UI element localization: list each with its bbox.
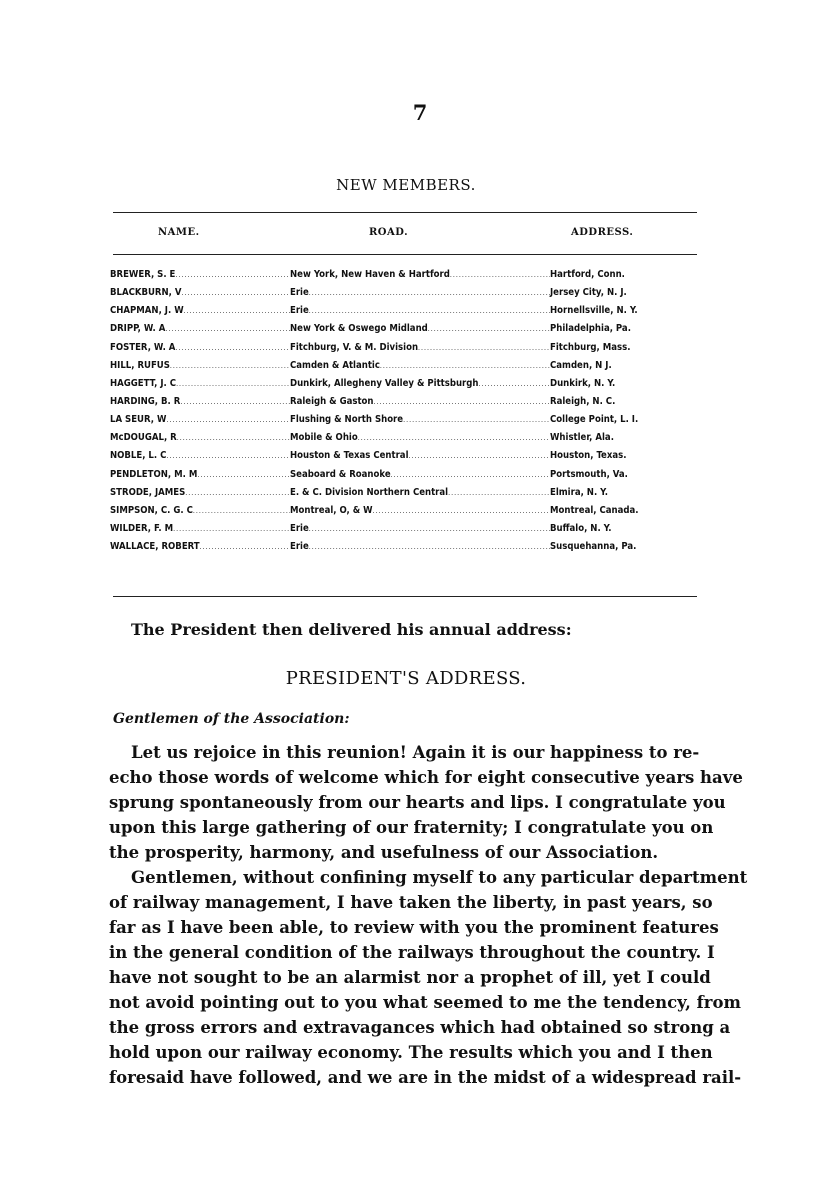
member-address: Dunkirk, N. Y. xyxy=(550,377,616,389)
member-name: WALLACE, ROBERT xyxy=(110,541,200,553)
page-number: 7 xyxy=(412,100,428,125)
member-address: Jersey City, N. J. xyxy=(550,287,627,299)
table-header-rule xyxy=(113,254,697,255)
member-address: Elmira, N. Y. xyxy=(550,486,609,498)
text-line: echo those words of welcome which for eight consecutive years have xyxy=(109,768,743,787)
member-row xyxy=(110,538,700,556)
text-line: foresaid have followed, and we are in the midst of a widespread rail- xyxy=(109,1068,742,1087)
member-address: Montreal, Canada. xyxy=(550,504,639,516)
member-row xyxy=(110,484,700,502)
member-road: Houston & Texas Central xyxy=(290,450,409,462)
member-row xyxy=(110,266,700,284)
member-address: Hornellsville, N. Y. xyxy=(550,305,638,317)
member-address: Raleigh, N. C. xyxy=(550,395,616,407)
text-line: have not sought to be an alarmist nor a prophet of ill, yet I could xyxy=(109,968,711,987)
member-address: Whistler, Ala. xyxy=(550,432,614,444)
member-name: McDOUGAL, R xyxy=(110,432,177,444)
paragraph xyxy=(109,740,743,865)
member-row xyxy=(110,339,700,357)
member-row xyxy=(110,466,700,484)
text-line: not avoid pointing out to you what seemed to me the tendency, from xyxy=(109,993,741,1012)
member-road: Erie xyxy=(290,287,309,299)
members-table xyxy=(110,266,700,556)
text-line: the prosperity, harmony, and usefulness of our Association. xyxy=(109,843,659,862)
member-name: DRIPP, W. A xyxy=(110,323,166,335)
member-name: CHAPMAN, J. W xyxy=(110,305,184,317)
salutation: Gentlemen of the Association: xyxy=(113,711,350,727)
member-road: Fitchburg, V. & M. Division xyxy=(290,341,419,353)
paragraph xyxy=(109,865,748,1090)
member-road: Seaboard & Roanoke xyxy=(290,468,391,480)
column-header-road: ROAD. xyxy=(369,227,409,238)
member-road: Mobile & Ohio xyxy=(290,432,358,444)
member-road: Camden & Atlantic xyxy=(290,359,380,371)
member-road: E. & C. Division Northern Central xyxy=(290,486,449,498)
member-row xyxy=(110,357,700,375)
member-name: BLACKBURN, V xyxy=(110,287,182,299)
member-row xyxy=(110,502,700,520)
table-top-rule xyxy=(113,212,697,213)
text-line: Let us rejoice in this reunion! Again it is our happiness to re- xyxy=(131,743,700,762)
member-road: Montreal, O, & W xyxy=(290,504,373,516)
member-road: Erie xyxy=(290,541,309,553)
member-name: WILDER, F. M xyxy=(110,522,174,534)
member-name: LA SEUR, W xyxy=(110,414,167,426)
member-address: Susquehanna, Pa. xyxy=(550,541,637,553)
address-heading: PRESIDENT'S ADDRESS. xyxy=(285,668,527,689)
member-row xyxy=(110,429,700,447)
text-line: Gentlemen, without confining myself to any particular department xyxy=(131,868,748,887)
member-row xyxy=(110,302,700,320)
intro-line: The President then delivered his annual address: xyxy=(131,620,572,639)
member-name: BREWER, S. E xyxy=(110,269,176,280)
text-line: upon this large gathering of our fraternity; I congratulate you on xyxy=(109,818,714,837)
member-road: Raleigh & Gaston xyxy=(290,395,374,407)
address-body xyxy=(109,740,748,1090)
table-bottom-rule xyxy=(113,596,697,597)
member-name: NOBLE, L. C xyxy=(110,450,167,462)
member-name: HILL, RUFUS xyxy=(110,359,170,371)
member-road: Erie xyxy=(290,522,309,534)
member-address: Buffalo, N. Y. xyxy=(550,522,612,534)
text-line: sprung spontaneously from our hearts and lips. I congratulate you xyxy=(109,793,726,812)
text-line: far as I have been able, to review with you the prominent features xyxy=(109,918,719,937)
member-road: Erie xyxy=(290,305,309,317)
member-road: New York, New Haven & Hartford xyxy=(290,269,450,280)
member-name: FOSTER, W. A xyxy=(110,341,176,353)
member-name: PENDLETON, M. M xyxy=(110,468,198,480)
member-address: College Point, L. I. xyxy=(550,414,639,426)
member-road: Flushing & North Shore xyxy=(290,414,404,426)
member-address: Houston, Texas. xyxy=(550,450,627,462)
member-name: STRODE, JAMES xyxy=(110,486,186,498)
member-row xyxy=(110,320,700,338)
member-row xyxy=(110,520,700,538)
member-name: HAGGETT, J. C xyxy=(110,377,177,389)
member-address: Camden, N J. xyxy=(550,359,612,371)
column-header-address: ADDRESS. xyxy=(571,227,634,238)
member-road: Dunkirk, Allegheny Valley & Pittsburgh xyxy=(290,377,479,389)
member-row xyxy=(110,284,700,302)
member-name: SIMPSON, C. G. C xyxy=(110,504,193,516)
member-row xyxy=(110,447,700,465)
member-row xyxy=(110,411,700,429)
member-name: HARDING, B. R xyxy=(110,395,181,407)
member-address: Fitchburg, Mass. xyxy=(550,341,631,353)
column-header-name: NAME. xyxy=(158,227,200,238)
text-line: the gross errors and extravagances which had obtained so strong a xyxy=(109,1018,731,1037)
member-road: New York & Oswego Midland xyxy=(290,323,428,335)
member-address: Portsmouth, Va. xyxy=(550,468,628,480)
text-line: of railway management, I have taken the liberty, in past years, so xyxy=(109,893,713,912)
text-line: hold upon our railway economy. The results which you and I then xyxy=(109,1043,713,1062)
section-title: NEW MEMBERS. xyxy=(336,176,476,194)
member-row xyxy=(110,375,700,393)
member-row xyxy=(110,393,700,411)
member-address: Philadelphia, Pa. xyxy=(550,323,631,335)
text-line: in the general condition of the railways throughout the country. I xyxy=(109,943,715,962)
member-address: Hartford, Conn. xyxy=(550,269,625,280)
